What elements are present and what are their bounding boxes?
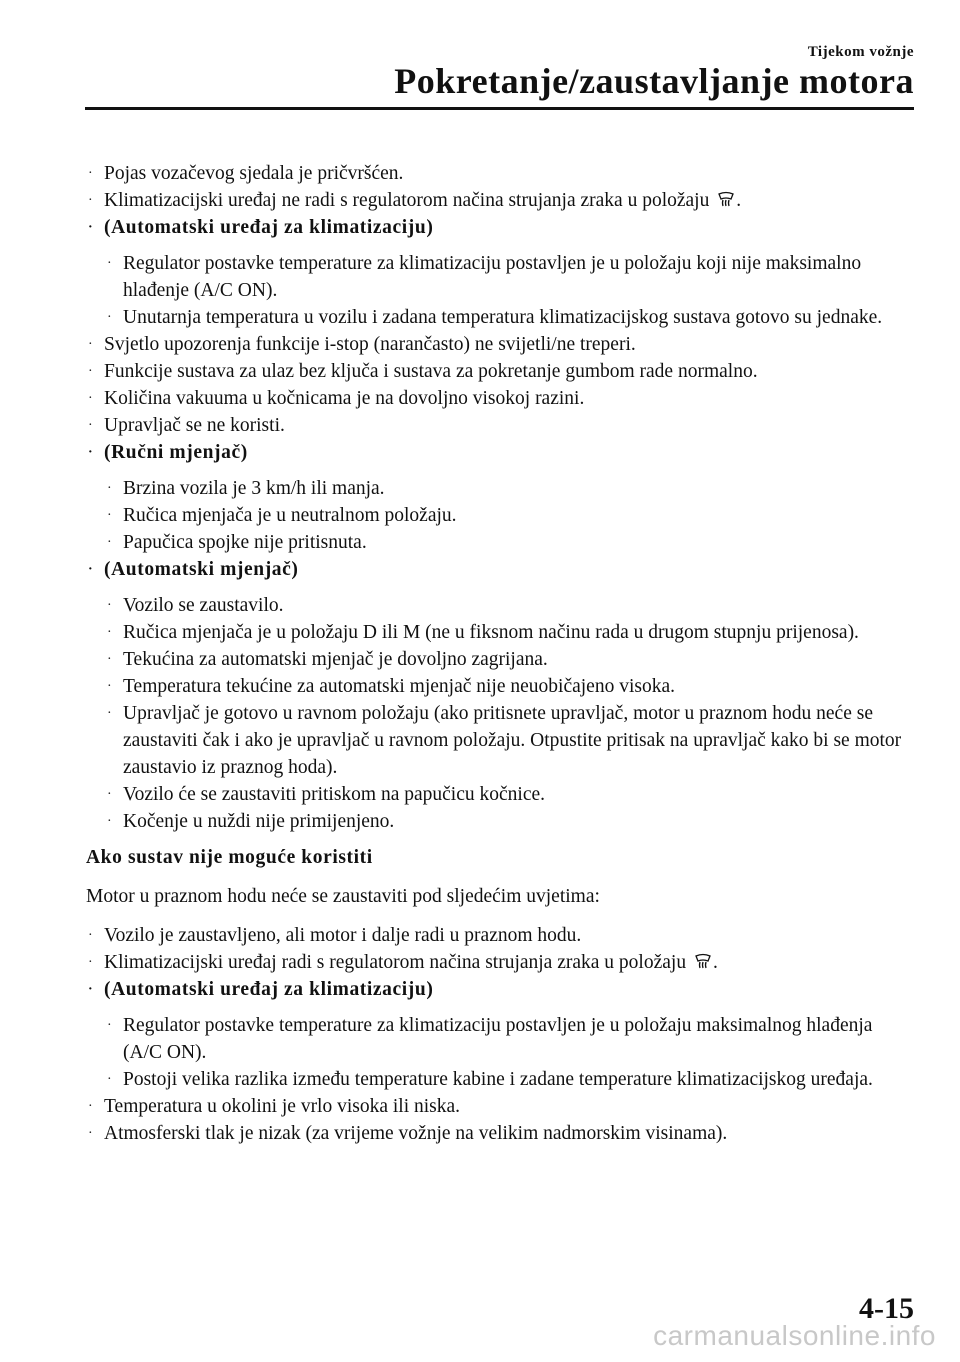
page-number: 4-15 — [859, 1292, 914, 1325]
section-label: Tijekom vožnje — [807, 44, 914, 60]
bullet-icon: · — [88, 220, 94, 235]
list-item: · Funkcije sustava za ulaz bez ključa i sustava za pokretanje gumbom rade normalno. — [86, 358, 916, 385]
list-item: · Klimatizacijski uređaj radi s regulatorom načina strujanja zraka u položaju . — [86, 949, 916, 976]
bullet-icon: · — [107, 1018, 112, 1033]
windshield-defroster-icon — [716, 190, 736, 210]
list-item: · Klimatizacijski uređaj ne radi s regulatorom načina strujanja zraka u položaju . — [86, 187, 916, 214]
list-item: · Upravljač je gotovo u ravnom položaju (ako pritisnete upravljač, motor u praznom hodu neće se zaustaviti čak i ako je upravljač u ravnom položaju. Otpustite pritisak na upravljač kako bi se motor zaustavio iz praznog hoda). — [105, 700, 916, 781]
list-item: · (Automatski uređaj za klimatizaciju) — [86, 214, 916, 241]
list-item: · Temperatura u okolini je vrlo visoka ili niska. — [86, 1093, 916, 1120]
list-item: · Atmosferski tlak je nizak (za vrijeme vožnje na velikim nadmorskim visinama). — [86, 1120, 916, 1147]
bullet-icon: · — [88, 1099, 93, 1114]
bullet-icon: · — [88, 928, 93, 943]
bullet-icon: · — [107, 1072, 112, 1087]
bullet-icon: · — [88, 391, 93, 406]
list-item: · Količina vakuuma u kočnicama je na dovoljno visokoj razini. — [86, 385, 916, 412]
bullet-icon: · — [107, 679, 112, 694]
bullet-icon: · — [107, 256, 112, 271]
bullet-icon: · — [88, 445, 94, 460]
list-item: · Kočenje u nuždi nije primijenjeno. — [105, 808, 916, 835]
section-heading: Ako sustav nije moguće koristiti — [86, 847, 373, 868]
list-item: · Papučica spojke nije pritisnuta. — [105, 529, 916, 556]
list-item: · Svjetlo upozorenja funkcije i-stop (narančasto) ne svijetli/ne treperi. — [86, 331, 916, 358]
bullet-icon: · — [107, 310, 112, 325]
bullet-icon: · — [107, 598, 112, 613]
page-content — [86, 160, 916, 1147]
bullet-icon: · — [107, 625, 112, 640]
list-item: · (Automatski mjenjač) — [86, 556, 916, 583]
bullet-icon: · — [107, 814, 112, 829]
list-item: · Regulator postavke temperature za klimatizaciju postavljen je u položaju maksimalnog hlađenja (A/C ON). — [105, 1012, 916, 1066]
list-item: · Regulator postavke temperature za klimatizaciju postavljen je u položaju koji nije maksimalno hlađenje (A/C ON). — [105, 250, 916, 304]
page-title: Pokretanje/zaustavljanje motora — [394, 61, 914, 101]
bullet-icon: · — [88, 337, 93, 352]
bullet-icon: · — [107, 652, 112, 667]
bullet-icon: · — [88, 1126, 93, 1141]
list-item: · Ručica mjenjača je u neutralnom položaju. — [105, 502, 916, 529]
bullet-icon: · — [88, 562, 94, 577]
bullet-icon: · — [88, 418, 93, 433]
list-item: · (Automatski uređaj za klimatizaciju) — [86, 976, 916, 1003]
list-item: · Brzina vozila je 3 km/h ili manja. — [105, 475, 916, 502]
list-item: · Pojas vozačevog sjedala je pričvršćen. — [86, 160, 916, 187]
bullet-icon: · — [107, 535, 112, 550]
bullet-icon: · — [88, 955, 93, 970]
list-item: · Vozilo je zaustavljeno, ali motor i dalje radi u praznom hodu. — [86, 922, 916, 949]
list-item: · Temperatura tekućine za automatski mjenjač nije neuobičajeno visoka. — [105, 673, 916, 700]
section-intro: Motor u praznom hodu neće se zaustaviti pod sljedećim uvjetima: — [86, 886, 600, 907]
bullet-icon: · — [107, 481, 112, 496]
header-rule — [85, 107, 914, 110]
list-item: · Vozilo će se zaustaviti pritiskom na papučicu kočnice. — [105, 781, 916, 808]
list-item: · Vozilo se zaustavilo. — [105, 592, 916, 619]
windshield-defroster-icon — [693, 952, 713, 972]
watermark: carmanualsonline.info — [653, 1320, 936, 1351]
bullet-icon: · — [88, 982, 94, 997]
bullet-icon: · — [107, 706, 112, 721]
bullet-icon: · — [88, 193, 93, 208]
bullet-icon: · — [107, 787, 112, 802]
list-item: · Tekućina za automatski mjenjač je dovoljno zagrijana. — [105, 646, 916, 673]
list-item: · Postoji velika razlika između temperature kabine i zadane temperature klimatizacijskog uređaja. — [105, 1066, 916, 1093]
list-item: · Upravljač se ne koristi. — [86, 412, 916, 439]
list-item: · Unutarnja temperatura u vozilu i zadana temperatura klimatizacijskog sustava gotovo su jednake. — [105, 304, 916, 331]
list-item: · Ručica mjenjača je u položaju D ili M (ne u fiksnom načinu rada u drugom stupnju prijenosa). — [105, 619, 916, 646]
bullet-icon: · — [88, 364, 93, 379]
bullet-icon: · — [107, 508, 112, 523]
list-item: · (Ručni mjenjač) — [86, 439, 916, 466]
bullet-icon: · — [88, 166, 93, 181]
